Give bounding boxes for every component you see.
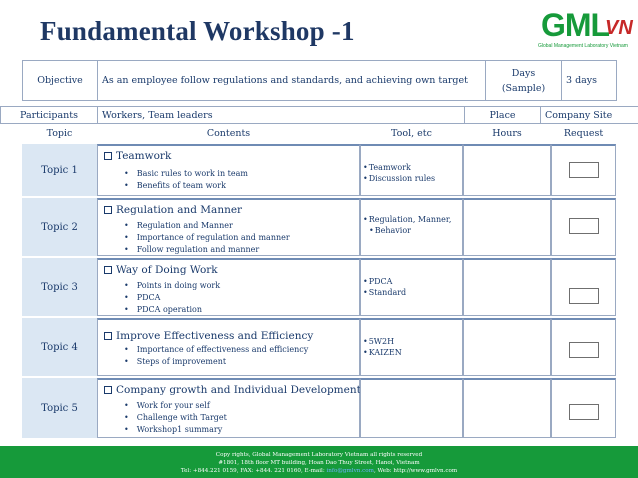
topic-title: Way of Doing Work <box>116 264 218 276</box>
days-label: Days (Sample) <box>486 61 562 101</box>
participants-label: Participants <box>1 107 98 124</box>
place-value: Company Site <box>541 107 638 124</box>
col-hours: Hours <box>492 128 522 139</box>
tool-item: • Regulation, Manner, <box>363 214 451 225</box>
topic-request <box>551 318 616 376</box>
topic-tools <box>360 258 463 316</box>
logo-mark: GML <box>541 7 610 43</box>
participants-row <box>0 106 638 124</box>
topic-hours <box>463 144 551 196</box>
place-label: Place <box>465 107 541 124</box>
topic-request <box>551 144 616 196</box>
topic-hours <box>463 198 551 256</box>
list-item: • Work for your self <box>124 400 227 412</box>
topic-label: Topic 2 <box>22 198 97 256</box>
tool-item: • Standard <box>363 287 406 298</box>
objective-table <box>22 60 617 101</box>
col-topic: Topic <box>46 128 73 139</box>
topic-tools <box>360 318 463 376</box>
list-item: • Benefits of team work <box>124 180 248 192</box>
list-item: • Challenge with Target <box>124 412 227 424</box>
list-item: • Basic rules to work in team <box>124 168 248 180</box>
footer-web: , Web: http://www.gmlvn.com <box>373 468 458 474</box>
topic-hours <box>463 318 551 376</box>
list-item: • Regulation and Manner <box>124 220 290 232</box>
footer-contact <box>0 467 638 475</box>
request-input[interactable] <box>569 404 599 420</box>
col-request: Request <box>563 128 604 139</box>
list-item: • Importance of effectiveness and efficiency <box>124 344 308 356</box>
topic-title: Regulation and Manner <box>116 204 243 216</box>
checkbox-bullet-icon <box>104 386 112 394</box>
list-item: • Workshop1 summary <box>124 424 227 436</box>
topic-label: Topic 5 <box>22 378 97 438</box>
topic-contents <box>97 378 360 438</box>
list-item: • Follow regulation and manner <box>124 244 290 256</box>
topic-tools <box>360 144 463 196</box>
footer-address: #1801, 18th floor MT building, Hoan Dao Thuy Street, Hanoi, Vietnam <box>218 460 420 466</box>
checkbox-bullet-icon <box>104 266 112 274</box>
topic-tools <box>360 378 463 438</box>
request-input[interactable] <box>569 218 599 234</box>
tool-item: • Discussion rules <box>363 173 435 184</box>
tool-item: • 5W2H <box>363 336 402 347</box>
checkbox-bullet-icon <box>104 206 112 214</box>
footer-copyright: Copy rights, Global Management Laboratory Vietnam all rights reserved <box>215 452 423 458</box>
list-item: • PDCA operation <box>124 304 220 316</box>
tool-item: • PDCA <box>363 276 406 287</box>
tool-item: • Teamwork <box>363 162 435 173</box>
days-value: 3 days <box>562 61 617 101</box>
list-item: • Points in doing work <box>124 280 220 292</box>
topic-contents <box>97 318 360 376</box>
objective-label: Objective <box>23 61 98 101</box>
tool-item: • Behavior <box>363 225 451 236</box>
footer-contact-text: Tel: +844.221 0159, FAX: +844. 221 0160, E-mail: <box>180 468 325 474</box>
topic-title: Company growth and Individual Development <box>116 384 361 396</box>
topic-label: Topic 3 <box>22 258 97 316</box>
topic-contents <box>97 144 360 196</box>
list-item: • Steps of improvement <box>124 356 308 368</box>
logo-tagline: Global Management Laboratory Vietnam <box>538 43 628 49</box>
topic-title: Teamwork <box>116 150 172 162</box>
topic-label: Topic 1 <box>22 144 97 196</box>
request-input[interactable] <box>569 342 599 358</box>
list-item: • Importance of regulation and manner <box>124 232 290 244</box>
tool-item: • KAIZEN <box>363 347 402 358</box>
footer <box>0 446 638 478</box>
list-item: • PDCA <box>124 292 220 304</box>
checkbox-bullet-icon <box>104 152 112 160</box>
column-headers <box>22 127 616 143</box>
slide-title: Fundamental Workshop -1 <box>40 16 355 46</box>
topic-request <box>551 258 616 316</box>
topic-request <box>551 378 616 438</box>
company-logo <box>538 6 633 50</box>
topic-contents <box>97 258 360 316</box>
checkbox-bullet-icon <box>104 332 112 340</box>
footer-email-link[interactable]: info@gmlvn.com <box>326 468 374 474</box>
topic-contents <box>97 198 360 256</box>
col-tools: Tool, etc <box>391 128 432 139</box>
logo-superscript: VN <box>605 17 633 39</box>
topic-hours <box>463 378 551 438</box>
topic-tools <box>360 198 463 256</box>
request-input[interactable] <box>569 288 599 304</box>
request-input[interactable] <box>569 162 599 178</box>
objective-value: As an employee follow regulations and standards, and achieving own target <box>98 61 486 101</box>
col-contents: Contents <box>206 128 251 139</box>
topic-label: Topic 4 <box>22 318 97 376</box>
topic-title: Improve Effectiveness and Efficiency <box>116 330 314 342</box>
participants-value: Workers, Team leaders <box>98 107 465 124</box>
topic-hours <box>463 258 551 316</box>
topic-request <box>551 198 616 256</box>
